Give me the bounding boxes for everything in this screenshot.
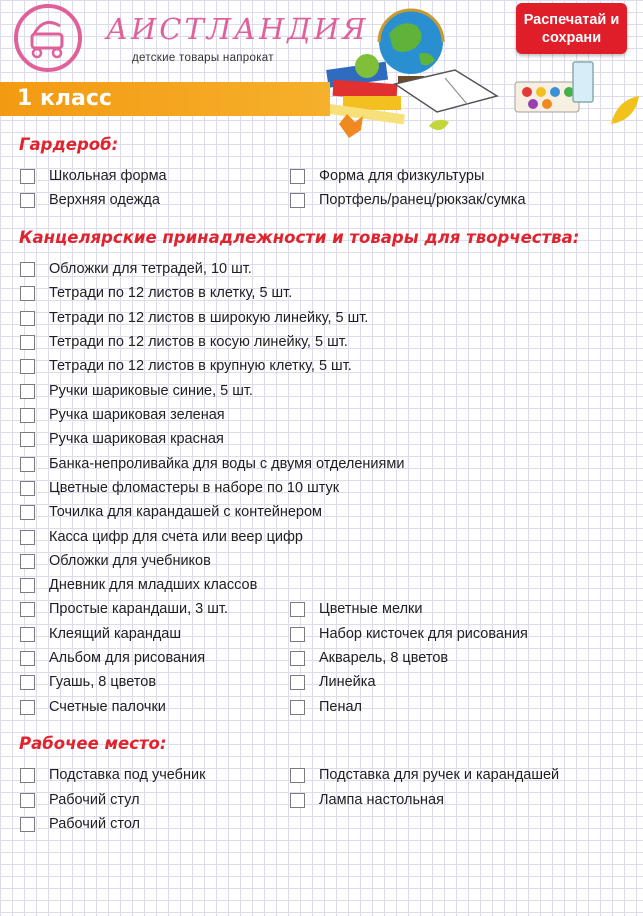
checklist-item[interactable] bbox=[20, 599, 228, 619]
stork-logo-icon bbox=[12, 2, 84, 74]
checklist-item[interactable] bbox=[20, 575, 257, 595]
item-label: Цветные фломастеры в наборе по 10 штук bbox=[49, 480, 340, 496]
checklist-item[interactable] bbox=[290, 672, 376, 692]
item-label: Точилка для карандашей с контейнером bbox=[49, 504, 323, 520]
checklist-item[interactable] bbox=[20, 259, 252, 279]
checkbox[interactable] bbox=[20, 554, 35, 569]
checklist-item[interactable] bbox=[20, 429, 224, 449]
item-label: Обложки для тетрадей, 10 шт. bbox=[49, 261, 252, 277]
item-label: Акварель, 8 цветов bbox=[319, 650, 449, 666]
checklist-item[interactable] bbox=[20, 283, 292, 303]
globe-icon bbox=[379, 10, 443, 84]
brand-tagline: детские товары напрокат bbox=[132, 52, 274, 64]
checklist-item[interactable] bbox=[20, 332, 348, 352]
checkbox[interactable] bbox=[290, 700, 305, 715]
checklist-item[interactable] bbox=[290, 190, 526, 210]
water-glass-icon bbox=[573, 62, 593, 102]
item-label: Обложки для учебников bbox=[49, 553, 211, 569]
item-label: Тетради по 12 листов в клетку, 5 шт. bbox=[49, 285, 293, 301]
checkbox[interactable] bbox=[290, 793, 305, 808]
section-heading-workplace: Рабочее место: bbox=[19, 734, 167, 753]
item-label: Лампа настольная bbox=[319, 792, 444, 808]
checklist-item[interactable] bbox=[20, 405, 225, 425]
item-label: Подставка для ручек и карандашей bbox=[319, 767, 560, 783]
checkbox[interactable] bbox=[290, 627, 305, 642]
grade-title: 1 класс bbox=[17, 86, 112, 111]
checklist-item[interactable] bbox=[20, 478, 339, 498]
item-label: Ручка шариковая зеленая bbox=[49, 407, 225, 423]
item-label: Дневник для младших классов bbox=[49, 577, 258, 593]
checkbox[interactable] bbox=[20, 578, 35, 593]
checkbox[interactable] bbox=[20, 311, 35, 326]
checklist-item[interactable] bbox=[20, 790, 140, 810]
item-label: Портфель/ранец/рюкзак/сумка bbox=[319, 192, 526, 208]
checkbox[interactable] bbox=[290, 193, 305, 208]
yellow-leaf-icon bbox=[611, 96, 639, 124]
item-label: Тетради по 12 листов в крупную клетку, 5 шт. bbox=[49, 358, 352, 374]
checklist-item[interactable] bbox=[290, 648, 448, 668]
checkbox[interactable] bbox=[20, 432, 35, 447]
checklist-item[interactable] bbox=[20, 381, 253, 401]
item-label: Цветные мелки bbox=[319, 601, 423, 617]
checkbox[interactable] bbox=[20, 335, 35, 350]
section-heading-stationery: Канцелярские принадлежности и товары для творчества: bbox=[19, 228, 580, 247]
checklist-item[interactable] bbox=[20, 648, 205, 668]
brand-name: АИСТЛАНДИЯ bbox=[106, 12, 369, 46]
checkbox[interactable] bbox=[20, 481, 35, 496]
item-label: Набор кисточек для рисования bbox=[319, 626, 528, 642]
item-label: Подставка под учебник bbox=[49, 767, 206, 783]
checkbox[interactable] bbox=[20, 651, 35, 666]
checklist-item[interactable] bbox=[290, 599, 422, 619]
checklist-item[interactable] bbox=[20, 356, 352, 376]
checkbox[interactable] bbox=[290, 169, 305, 184]
paint-palette-icon bbox=[515, 82, 579, 112]
checkbox[interactable] bbox=[20, 768, 35, 783]
checkbox[interactable] bbox=[20, 169, 35, 184]
checkbox[interactable] bbox=[20, 505, 35, 520]
checkbox[interactable] bbox=[20, 675, 35, 690]
checkbox[interactable] bbox=[20, 793, 35, 808]
checkbox[interactable] bbox=[20, 359, 35, 374]
checkbox[interactable] bbox=[20, 384, 35, 399]
checklist-item[interactable] bbox=[290, 790, 444, 810]
item-label: Форма для физкультуры bbox=[319, 168, 485, 184]
checkbox[interactable] bbox=[20, 193, 35, 208]
checklist-item[interactable] bbox=[20, 502, 322, 522]
checkbox[interactable] bbox=[20, 408, 35, 423]
item-label: Касса цифр для счета или веер цифр bbox=[49, 529, 303, 545]
item-label: Гуашь, 8 цветов bbox=[49, 674, 157, 690]
item-label: Верхняя одежда bbox=[49, 192, 160, 208]
checklist-item[interactable] bbox=[20, 527, 303, 547]
checkbox[interactable] bbox=[20, 286, 35, 301]
checkbox[interactable] bbox=[290, 602, 305, 617]
checkbox[interactable] bbox=[20, 602, 35, 617]
checkbox[interactable] bbox=[20, 817, 35, 832]
item-label: Тетради по 12 листов в широкую линейку, 5 шт. bbox=[49, 310, 369, 326]
checkbox[interactable] bbox=[290, 675, 305, 690]
checklist-item[interactable] bbox=[20, 166, 167, 186]
checklist-item[interactable] bbox=[290, 624, 528, 644]
checklist-item[interactable] bbox=[20, 672, 156, 692]
checklist-item[interactable] bbox=[20, 190, 160, 210]
checklist-item[interactable] bbox=[290, 166, 484, 186]
checkbox[interactable] bbox=[290, 651, 305, 666]
checklist-item[interactable] bbox=[20, 551, 211, 571]
item-label: Ручка шариковая красная bbox=[49, 431, 224, 447]
checklist-item[interactable] bbox=[20, 765, 205, 785]
print-and-save-button[interactable]: Распечатай и сохрани bbox=[516, 3, 627, 54]
checkbox[interactable] bbox=[20, 530, 35, 545]
item-label: Тетради по 12 листов в косую линейку, 5 шт. bbox=[49, 334, 348, 350]
checkbox[interactable] bbox=[20, 457, 35, 472]
checklist-item[interactable] bbox=[20, 814, 140, 834]
checklist-item[interactable] bbox=[20, 624, 181, 644]
checklist-item[interactable] bbox=[290, 697, 362, 717]
item-label: Школьная форма bbox=[49, 168, 167, 184]
item-label: Альбом для рисования bbox=[49, 650, 206, 666]
checklist-item[interactable] bbox=[20, 454, 404, 474]
item-label: Ручки шариковые синие, 5 шт. bbox=[49, 383, 253, 399]
checkbox[interactable] bbox=[20, 627, 35, 642]
checkbox[interactable] bbox=[20, 262, 35, 277]
item-label: Рабочий стол bbox=[49, 816, 141, 832]
checkbox[interactable] bbox=[290, 768, 305, 783]
checklist-item[interactable] bbox=[20, 697, 166, 717]
checkbox[interactable] bbox=[20, 700, 35, 715]
checklist-item[interactable] bbox=[290, 765, 559, 785]
apple-icon bbox=[355, 54, 379, 78]
item-label: Линейка bbox=[319, 674, 376, 690]
item-label: Простые карандаши, 3 шт. bbox=[49, 601, 228, 617]
item-label: Банка-непроливайка для воды с двумя отделениями bbox=[49, 456, 405, 472]
item-label: Счетные палочки bbox=[49, 699, 166, 715]
item-label: Рабочий стул bbox=[49, 792, 140, 808]
checklist-item[interactable] bbox=[20, 308, 368, 328]
section-heading-wardrobe: Гардероб: bbox=[19, 135, 119, 154]
item-label: Клеящий карандаш bbox=[49, 626, 182, 642]
item-label: Пенал bbox=[319, 699, 363, 715]
